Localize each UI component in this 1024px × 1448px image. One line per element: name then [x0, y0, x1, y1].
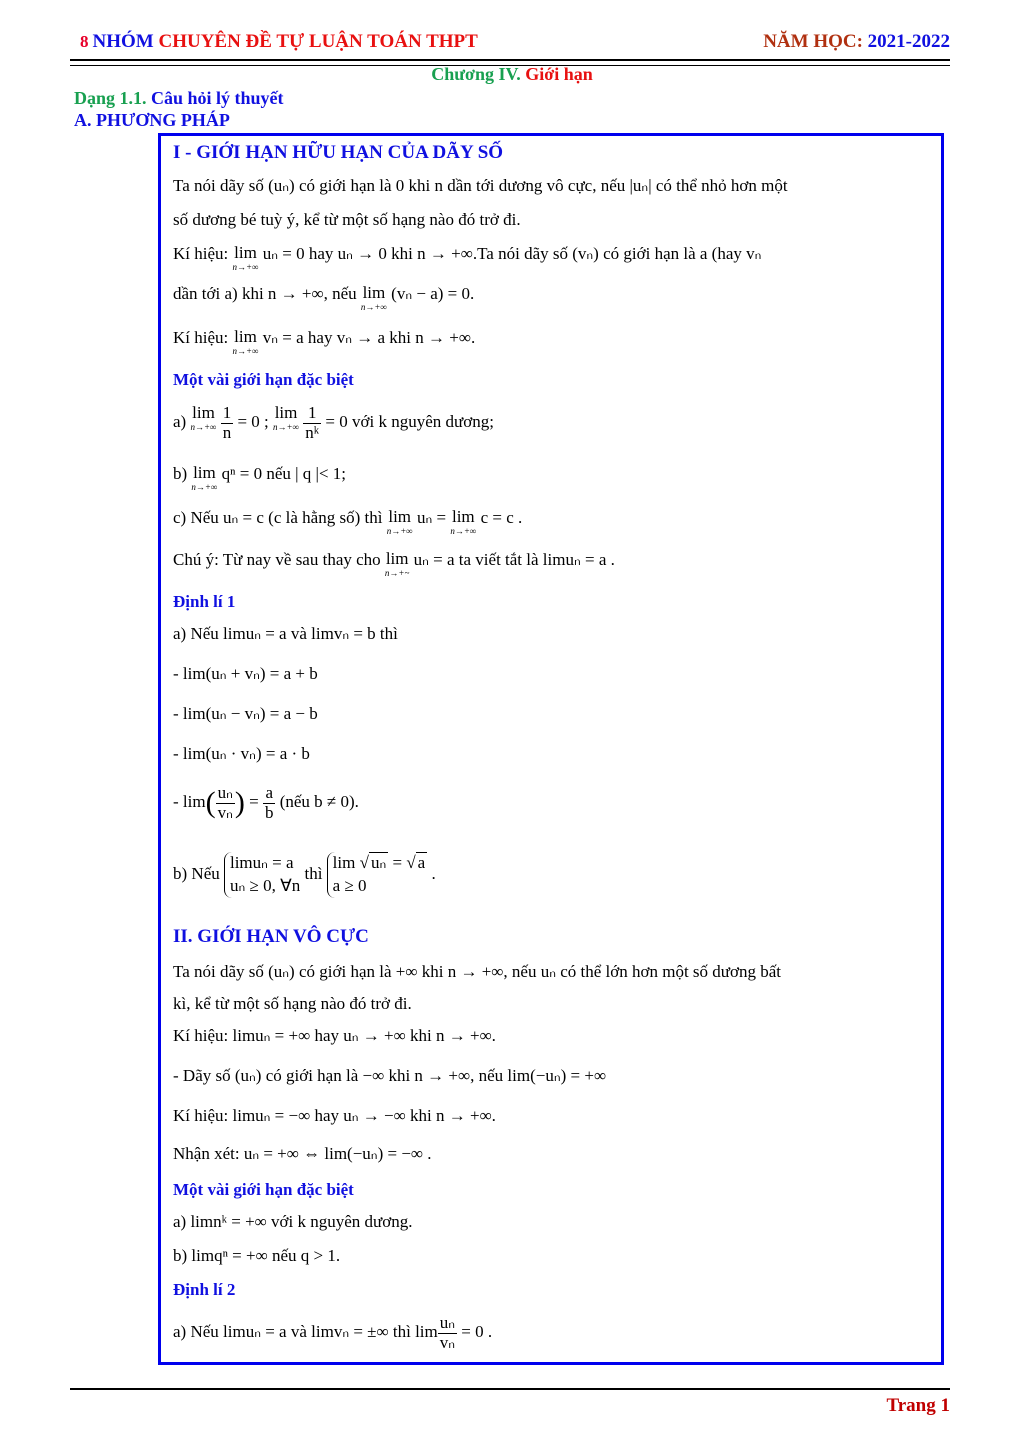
lim-operator: [190, 404, 216, 432]
lim-operator: [385, 550, 409, 578]
lim-operator: [387, 508, 413, 536]
lim-text: lim: [234, 243, 257, 262]
formula: (vₙ − a) = 0.: [391, 284, 475, 303]
item-label: b): [173, 464, 188, 483]
equals: =: [392, 853, 403, 872]
thm1-a: a) Nếu limuₙ = a và limvₙ = b thì: [173, 624, 398, 643]
system: [224, 852, 300, 898]
denominator: n: [222, 422, 232, 442]
text: c) Nếu uₙ = c (c là hằng số) thì: [173, 508, 383, 527]
numerator: 1: [222, 403, 232, 422]
lim-operator: [233, 328, 259, 356]
group-title: CHUYÊN ĐỀ TỰ LUẬN TOÁN THPT: [158, 31, 478, 52]
paren: ): [234, 786, 245, 820]
chapter-prefix: Chương IV.: [431, 64, 521, 84]
numerator: uₙ: [439, 1313, 456, 1332]
lim-sub: n→+∞: [450, 526, 477, 536]
year-label: NĂM HỌC: [763, 31, 857, 52]
lim-sub: n→+∞: [386, 526, 413, 536]
special-b: [173, 464, 346, 492]
header-left: [80, 31, 478, 53]
special2-b: b) limqⁿ = +∞ nếu q > 1.: [173, 1246, 341, 1265]
denominator: vₙ: [217, 802, 233, 822]
formula: = 0 với k nguyên dương;: [325, 412, 494, 432]
label: Kí hiệu:: [173, 244, 229, 263]
fraction: [263, 784, 276, 822]
condition: limuₙ = a: [229, 853, 294, 872]
note: [173, 550, 615, 578]
formula: - lim: [173, 792, 206, 812]
numerator: a: [263, 784, 276, 804]
text: dần tới a) khi n → +∞, nếu: [173, 284, 357, 303]
text: b) Nếu: [173, 863, 220, 883]
s1-notation: [173, 244, 761, 272]
thm1-rule: - lim(uₙ − vₙ) = a − b: [173, 704, 318, 723]
s2-text: kì, kể từ một số hạng nào đó trở đi.: [173, 994, 412, 1013]
denominator: vₙ: [439, 1332, 456, 1352]
s2-text: Kí hiệu: limuₙ = +∞ hay uₙ → +∞ khi n → +∞.: [173, 1026, 496, 1045]
lim-text: lim: [274, 403, 298, 422]
lim-text: lim: [234, 327, 257, 346]
item-label: a): [173, 412, 187, 432]
lim-operator: [450, 508, 476, 536]
thm1-rule: - lim(uₙ + vₙ) = a + b: [173, 664, 318, 683]
s1-title: I - GIỚI HẠN HỮU HẠN CỦA DÃY SỐ: [173, 142, 504, 163]
formula: c = c .: [480, 508, 523, 527]
lim-operator: [273, 404, 299, 432]
page-header: [80, 31, 950, 59]
lim-sub: n→+∞: [273, 422, 300, 432]
header-right: [763, 31, 950, 53]
s2-title: II. GIỚI HẠN VÔ CỰC: [173, 926, 369, 947]
year-value: 2021-2022: [867, 31, 950, 52]
lim-text: lim: [332, 853, 356, 872]
lim-operator: [361, 284, 387, 312]
condition: uₙ ≥ 0, ∀n: [229, 875, 301, 895]
lim-text: lim: [385, 549, 409, 568]
fraction: [221, 404, 234, 442]
lim-text: lim: [388, 507, 412, 526]
system: [327, 852, 428, 898]
chapter-name: Giới hạn: [525, 64, 593, 84]
condition: a ≥ 0: [332, 875, 367, 895]
equals: =: [249, 792, 259, 812]
dang-title: [74, 88, 284, 109]
label: Kí hiệu:: [173, 328, 229, 347]
logo-icon: 8: [80, 32, 89, 51]
formula: qⁿ = 0 nếu | q |< 1;: [221, 464, 347, 483]
lim-sub: n→+∞: [191, 482, 218, 492]
condition: (nếu b ≠ 0).: [279, 792, 359, 812]
radicand: uₙ: [370, 853, 387, 872]
formula: = 0 ;: [237, 412, 269, 432]
s2-text: - Dãy số (uₙ) có giới hạn là −∞ khi n → +∞, nếu lim(−uₙ) = +∞: [173, 1066, 607, 1085]
lim-sub: n→+∞: [190, 422, 217, 432]
fraction: [303, 404, 321, 442]
lim-text: lim: [193, 463, 216, 482]
year-colon: :: [856, 31, 863, 52]
text: Chú ý: Từ nay về sau thay cho: [173, 550, 381, 569]
lim-operator: [233, 244, 259, 272]
thm1-b: [173, 852, 436, 898]
paren: (: [205, 786, 216, 820]
page-number: Trang 1: [886, 1395, 950, 1416]
special-a: [173, 404, 494, 442]
formula: a) Nếu limuₙ = a và limvₙ = ±∞ thì lim: [173, 1322, 438, 1342]
special1-title: Một vài giới hạn đặc biệt: [173, 370, 354, 389]
result: lim √ uₙ = √ a: [332, 853, 426, 872]
group-word: NHÓM: [92, 31, 154, 52]
radicand: a: [417, 853, 426, 872]
lim-sub: n→+∞: [232, 262, 259, 272]
thm1-rule-quotient: [173, 784, 359, 822]
formula: uₙ = 0 hay uₙ → 0 khi n → +∞.Ta nói dãy số (vₙ) có giới hạn là a (hay vₙ: [262, 244, 762, 263]
s1-text: Ta nói dãy số (uₙ) có giới hạn là 0 khi n dần tới dương vô cực, nếu |uₙ| có thể nhỏ hơn một: [173, 176, 788, 195]
lim-sub: n→+∞: [232, 346, 259, 356]
denominator: nᵏ: [305, 422, 320, 442]
s1-text: số dương bé tuỳ ý, kể từ một số hạng nào đó trở đi.: [173, 210, 521, 229]
dang-prefix: Dạng 1.1.: [74, 88, 147, 108]
text: thì: [304, 863, 323, 883]
s1-text: [173, 284, 474, 312]
special2-a: a) limnᵏ = +∞ với k nguyên dương.: [173, 1212, 413, 1231]
s1-notation: [173, 328, 475, 356]
s2-text: Ta nói dãy số (uₙ) có giới hạn là +∞ khi n → +∞, nếu uₙ có thể lớn hơn một số dương bất: [173, 962, 782, 981]
lim-text: lim: [192, 403, 215, 422]
thm1-title: Định lí 1: [173, 592, 236, 611]
lim-sub: n→+~: [384, 568, 410, 578]
chapter-title: [0, 64, 1024, 85]
formula: uₙ = a ta viết tắt là limuₙ = a .: [413, 550, 615, 569]
fraction: [216, 784, 235, 822]
s2-text: Nhận xét: uₙ = +∞ ⇔ lim(−uₙ) = −∞ .: [173, 1144, 432, 1163]
lim-text: lim: [451, 507, 475, 526]
lim-operator: [191, 464, 217, 492]
thm2-title: Định lí 2: [173, 1280, 236, 1299]
special-c: [173, 508, 522, 536]
fraction: [438, 1314, 457, 1352]
theory-box: [158, 133, 944, 1365]
denominator: b: [264, 802, 274, 822]
lim-sub: n→+∞: [360, 302, 387, 312]
numerator: uₙ: [217, 783, 233, 802]
numerator: 1: [303, 404, 321, 424]
dang-name: Câu hỏi lý thuyết: [151, 88, 284, 108]
special2-title: Một vài giới hạn đặc biệt: [173, 1180, 354, 1199]
thm2-a: [173, 1314, 492, 1352]
period: .: [431, 863, 436, 883]
section-a-title: A. PHƯƠNG PHÁP: [74, 110, 230, 130]
thm1-rule: - lim(uₙ · vₙ) = a · b: [173, 744, 310, 763]
formula: uₙ =: [416, 508, 447, 527]
formula: = 0 .: [461, 1322, 493, 1342]
footer-divider: [70, 1388, 950, 1390]
s2-text: Kí hiệu: limuₙ = −∞ hay uₙ → −∞ khi n → +∞.: [173, 1106, 496, 1125]
lim-text: lim: [362, 283, 386, 302]
formula: vₙ = a hay vₙ → a khi n → +∞.: [262, 328, 476, 347]
